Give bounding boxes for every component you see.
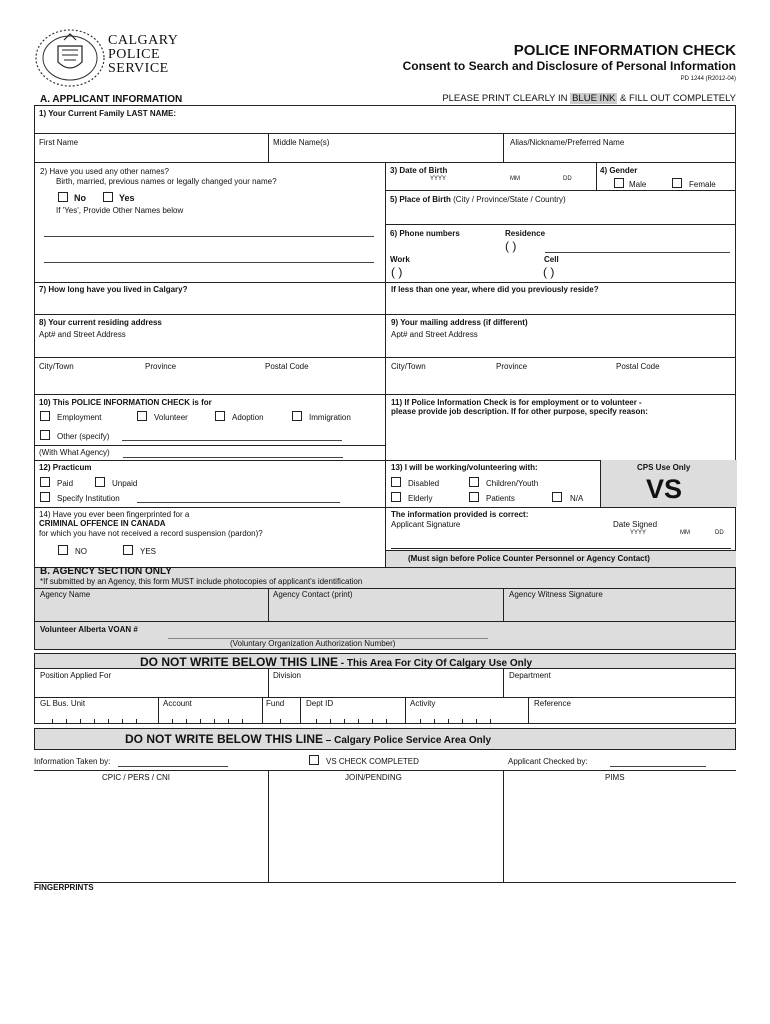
gender-label: 4) Gender xyxy=(600,166,638,175)
q12-label: 12) Practicum xyxy=(39,463,92,472)
q2-no-checkbox[interactable] xyxy=(58,192,68,202)
residence-phone-input[interactable] xyxy=(545,252,730,253)
other-specify-input[interactable] xyxy=(122,440,342,441)
middle-name-label: Middle Name(s) xyxy=(273,138,330,147)
immigration-label: Immigration xyxy=(309,413,351,422)
code-tick xyxy=(66,719,67,724)
with-agency-input[interactable] xyxy=(123,457,343,458)
code-tick xyxy=(344,719,345,724)
city-banner-text: DO NOT WRITE BELOW THIS LINE - This Area For City Of Calgary Use Only xyxy=(140,655,533,669)
q9-city: City/Town xyxy=(391,362,426,371)
code-tick xyxy=(52,719,53,724)
code-tick xyxy=(214,719,215,724)
q10-label: 10) This POLICE INFORMATION CHECK is for xyxy=(39,398,212,407)
checked-by-label: Applicant Checked by: xyxy=(508,757,588,766)
children-checkbox[interactable] xyxy=(469,477,479,487)
q9-label: 9) Your mailing address (if different) xyxy=(391,318,528,327)
code-tick xyxy=(172,719,173,724)
patients-label: Patients xyxy=(486,494,515,503)
code-tick xyxy=(462,719,463,724)
q7-label: 7) How long have you lived in Calgary? xyxy=(39,285,188,294)
first-name-input[interactable] xyxy=(38,149,264,161)
q2-yes-label: Yes xyxy=(119,193,135,203)
employment-label: Employment xyxy=(57,413,102,422)
cps-use-label: CPS Use Only xyxy=(637,463,691,472)
code-tick xyxy=(80,719,81,724)
employment-checkbox[interactable] xyxy=(40,411,50,421)
phone-label: 6) Phone numbers xyxy=(390,229,460,238)
code-tick xyxy=(386,719,387,724)
code-tick xyxy=(372,719,373,724)
info-taken-label: Information Taken by: xyxy=(34,757,111,766)
reference-label: Reference xyxy=(534,699,571,708)
residence-paren: ( ) xyxy=(505,239,517,253)
q14-yes-label: YES xyxy=(140,547,157,556)
q7b-label: If less than one year, where did you previously reside? xyxy=(391,285,599,294)
vs-completed-label: VS CHECK COMPLETED xyxy=(326,757,419,766)
form-title: POLICE INFORMATION CHECK xyxy=(513,42,736,59)
section-b-title: B. AGENCY SECTION ONLY xyxy=(40,566,172,577)
position-label: Position Applied For xyxy=(40,671,112,680)
male-checkbox[interactable] xyxy=(614,178,624,188)
must-sign-label: (Must sign before Police Counter Personnel or Agency Contact) xyxy=(408,554,650,563)
pims-label: PIMS xyxy=(605,773,625,782)
residence-label: Residence xyxy=(505,229,546,238)
section-a-title: A. APPLICANT INFORMATION xyxy=(40,94,183,105)
disabled-checkbox[interactable] xyxy=(391,477,401,487)
alias-label: Alias/Nickname/Preferred Name xyxy=(510,138,625,147)
na-label: N/A xyxy=(570,494,584,503)
activity-label: Activity xyxy=(410,699,436,708)
elderly-label: Elderly xyxy=(408,494,433,503)
sig-yyyy: YYYY xyxy=(630,530,647,536)
work-paren: ( ) xyxy=(391,265,403,279)
date-signed-label: Date Signed xyxy=(613,520,658,529)
agency-name-label: Agency Name xyxy=(40,590,91,599)
code-tick xyxy=(434,719,435,724)
logo-line-service: SERVICE xyxy=(108,61,169,76)
fund-label: Fund xyxy=(266,699,285,708)
disabled-label: Disabled xyxy=(408,479,440,488)
q14c-label: for which you have not received a record suspension (pardon)? xyxy=(39,529,263,538)
code-tick xyxy=(316,719,317,724)
logo-line-police: POLICE xyxy=(108,47,160,62)
cell-label: Cell xyxy=(544,255,559,264)
voan-label: Volunteer Alberta VOAN # xyxy=(40,625,138,634)
code-tick xyxy=(490,719,491,724)
q11-label: 11) If Police Information Check is for employment or to volunteer - xyxy=(391,398,642,407)
specify-institution-checkbox[interactable] xyxy=(40,492,50,502)
patients-checkbox[interactable] xyxy=(469,492,479,502)
q14-yes-checkbox[interactable] xyxy=(123,545,133,555)
vs-completed-checkbox[interactable] xyxy=(309,755,319,765)
checked-by-input[interactable] xyxy=(610,766,706,767)
cell-paren: ( ) xyxy=(543,265,555,279)
gl-label: GL Bus. Unit xyxy=(40,699,86,708)
q14-no-label: NO xyxy=(75,547,87,556)
female-checkbox[interactable] xyxy=(672,178,682,188)
q9-apt: Apt# and Street Address xyxy=(391,330,478,339)
info-taken-input[interactable] xyxy=(118,766,228,767)
code-tick xyxy=(420,719,421,724)
q13-label: 13) I will be working/volunteering with: xyxy=(391,463,538,472)
elderly-checkbox[interactable] xyxy=(391,492,401,502)
applicant-signature-input[interactable] xyxy=(391,548,731,549)
q8-province: Province xyxy=(145,362,177,371)
form-subtitle: Consent to Search and Disclosure of Personal Information xyxy=(402,59,736,73)
q11b-label: please provide job description. If for other purpose, specify reason: xyxy=(391,407,648,416)
q14a-label: 14) Have you ever been fingerprinted for a xyxy=(39,510,190,519)
sig-dd: DD xyxy=(715,530,724,536)
specify-institution-label: Specify Institution xyxy=(57,494,120,503)
volunteer-label: Volunteer xyxy=(154,413,188,422)
q2-yes-checkbox[interactable] xyxy=(103,192,113,202)
form-code: PD 1244 (R2012-04) xyxy=(680,76,736,82)
section-b-note: *If submitted by an Agency, this form MUST include photocopies of applicant's identification xyxy=(40,577,363,586)
sig-mm: MM xyxy=(680,530,690,536)
q8-city: City/Town xyxy=(39,362,74,371)
first-name-label: First Name xyxy=(39,138,79,147)
na-checkbox[interactable] xyxy=(552,492,562,502)
other-checkbox[interactable] xyxy=(40,430,50,440)
unpaid-label: Unpaid xyxy=(112,479,138,488)
q2-title: 2) Have you used any other names? xyxy=(40,167,169,176)
dob-yyyy: YYYY xyxy=(430,176,447,182)
department-label: Department xyxy=(509,671,551,680)
division-label: Division xyxy=(273,671,302,680)
voan-sub-label: (Voluntary Organization Authorization Number) xyxy=(230,639,396,648)
other-label: Other (specify) xyxy=(57,432,110,441)
logo-line-calgary: CALGARY xyxy=(108,33,179,48)
q2-note: If 'Yes', Provide Other Names below xyxy=(56,206,184,215)
middle-name-input[interactable] xyxy=(272,149,498,161)
code-tick xyxy=(108,719,109,724)
last-name-label: 1) Your Current Family LAST NAME: xyxy=(39,109,177,118)
code-tick xyxy=(242,719,243,724)
immigration-checkbox[interactable] xyxy=(292,411,302,421)
adoption-label: Adoption xyxy=(232,413,264,422)
code-tick xyxy=(358,719,359,724)
code-tick xyxy=(476,719,477,724)
pob-label: 5) Place of Birth (City / Province/State / Country) xyxy=(390,195,566,204)
code-tick xyxy=(448,719,449,724)
applicant-signature-label: Applicant Signature xyxy=(391,520,461,529)
unpaid-checkbox[interactable] xyxy=(95,477,105,487)
cpic-label: CPIC / PERS / CNI xyxy=(102,773,171,782)
police-banner-text: DO NOT WRITE BELOW THIS LINE – Calgary Police Service Area Only xyxy=(125,732,492,746)
correct-label: The information provided is correct: xyxy=(391,510,529,519)
agency-contact-label: Agency Contact (print) xyxy=(273,590,353,599)
dob-label: 3) Date of Birth xyxy=(390,166,448,175)
dept-id-label: Dept ID xyxy=(306,699,334,708)
institution-input[interactable] xyxy=(137,502,340,503)
q9-province: Province xyxy=(496,362,528,371)
q8-label: 8) Your current residing address xyxy=(39,318,162,327)
q9-postal: Postal Code xyxy=(616,362,660,371)
code-tick xyxy=(228,719,229,724)
code-tick xyxy=(94,719,95,724)
q14b-label: CRIMINAL OFFENCE IN CANADA xyxy=(39,519,166,528)
male-label: Male xyxy=(629,180,647,189)
fingerprints-label: FINGERPRINTS xyxy=(34,883,94,892)
dob-mm: MM xyxy=(510,176,520,182)
agency-witness-label: Agency Witness Signature xyxy=(509,590,603,599)
join-label: JOIN/PENDING xyxy=(345,773,402,782)
account-label: Account xyxy=(163,699,192,708)
female-label: Female xyxy=(689,180,716,189)
code-tick xyxy=(186,719,187,724)
adoption-checkbox[interactable] xyxy=(215,411,225,421)
paid-checkbox[interactable] xyxy=(40,477,50,487)
volunteer-checkbox[interactable] xyxy=(137,411,147,421)
q8-apt: Apt# and Street Address xyxy=(39,330,126,339)
vs-stamp: VS xyxy=(646,474,683,504)
code-tick xyxy=(280,719,281,724)
dob-dd: DD xyxy=(563,176,572,182)
police-crest-icon xyxy=(34,28,106,88)
q14-no-checkbox[interactable] xyxy=(58,545,68,555)
children-label: Children/Youth xyxy=(486,479,539,488)
other-names-line-2[interactable] xyxy=(44,262,374,263)
q2-subtitle: Birth, married, previous names or legally changed your name? xyxy=(56,177,277,186)
work-label: Work xyxy=(390,255,410,264)
code-tick xyxy=(122,719,123,724)
with-agency-label: (With What Agency) xyxy=(39,448,110,457)
last-name-input[interactable] xyxy=(40,120,730,132)
code-tick xyxy=(136,719,137,724)
alias-input[interactable] xyxy=(507,149,733,161)
q2-no-label: No xyxy=(74,193,86,203)
other-names-line-1[interactable] xyxy=(44,236,374,237)
code-tick xyxy=(330,719,331,724)
print-instructions: PLEASE PRINT CLEARLY IN BLUE INK & FILL OUT COMPLETELY xyxy=(442,93,736,104)
paid-label: Paid xyxy=(57,479,74,488)
q8-postal: Postal Code xyxy=(265,362,309,371)
code-tick xyxy=(200,719,201,724)
